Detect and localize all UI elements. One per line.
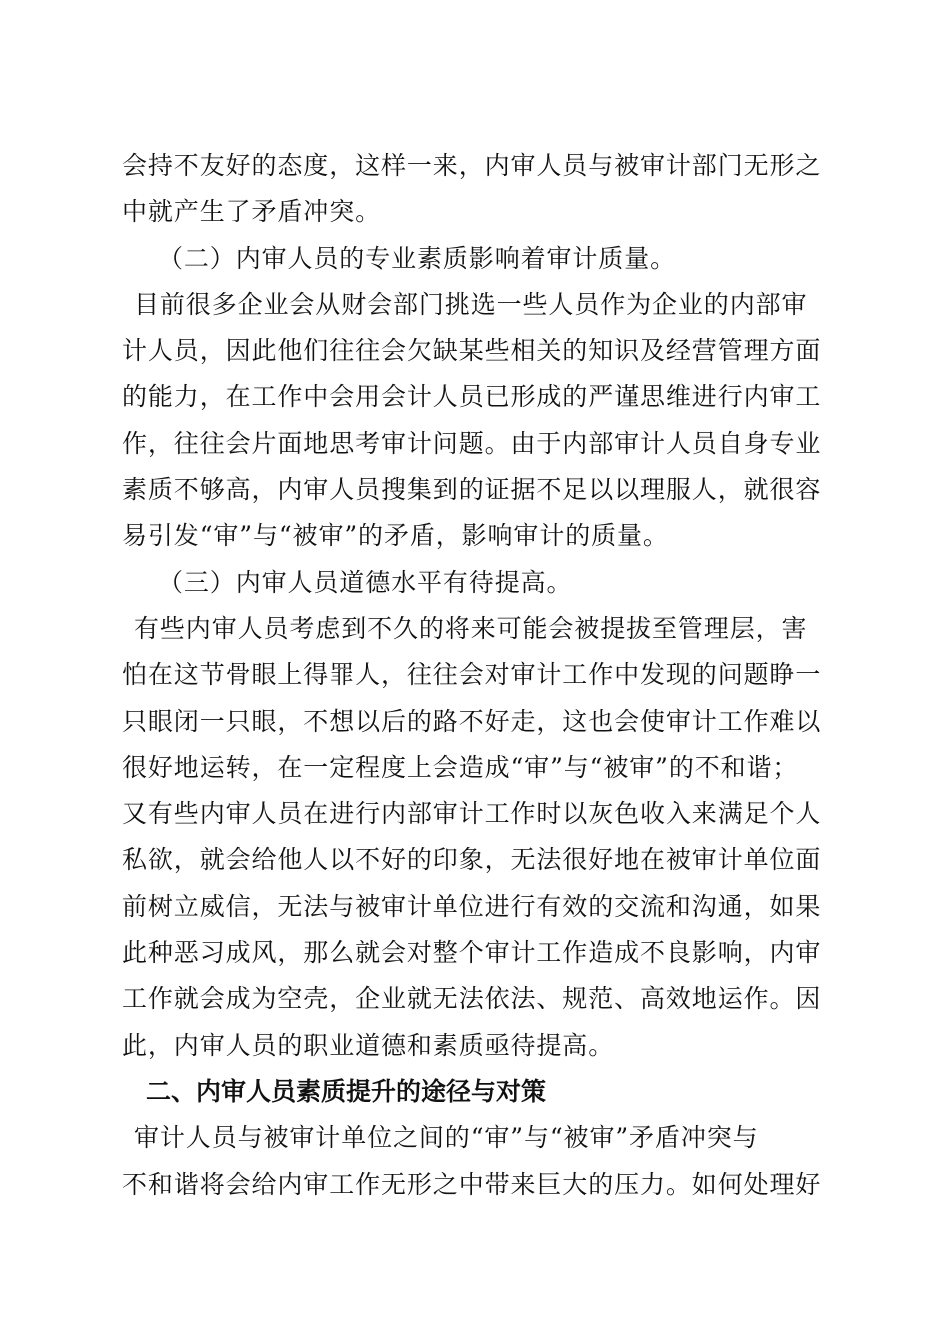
paragraph-line: 计人员，因此他们往往会欠缺某些相关的知识及经营管理方面 <box>122 336 822 366</box>
paragraph-line: 会持不友好的态度，这样一来，内审人员与被审计部门无形之 <box>122 151 822 180</box>
section-heading-2: 二、内审人员素质提升的途径与对策 <box>146 1076 547 1106</box>
paragraph-line: 私欲，就会给他人以不好的印象，无法很好地在被审计单位面 <box>122 845 822 875</box>
section-subheading-3: （三）内审人员道德水平有待提高。 <box>158 567 573 597</box>
paragraph-line: 中就产生了矛盾冲突。 <box>122 197 382 227</box>
paragraph-line: 不和谐将会给内审工作无形之中带来巨大的压力。如何处理好 <box>122 1169 822 1199</box>
paragraph-line: 此种恶习成风，那么就会对整个审计工作造成不良影响，内审 <box>122 938 822 968</box>
paragraph-line: 的能力，在工作中会用会计人员已形成的严谨思维进行内审工 <box>122 382 822 412</box>
paragraph-line: 审计人员与被审计单位之间的“审”与“被审”矛盾冲突与 <box>134 1123 759 1153</box>
document-body <box>122 143 842 1208</box>
paragraph-line: 只眼闭一只眼，不想以后的路不好走，这也会使审计工作难以 <box>122 706 822 736</box>
paragraph-line: 又有些内审人员在进行内部审计工作时以灰色收入来满足个人 <box>122 799 822 829</box>
paragraph-line: 工作就会成为空壳，企业就无法依法、规范、高效地运作。因 <box>122 984 822 1014</box>
paragraph-line: 此，内审人员的职业道德和素质亟待提高。 <box>122 1030 615 1060</box>
paragraph-line: 有些内审人员考虑到不久的将来可能会被提拔至管理层，害 <box>134 613 808 643</box>
paragraph-line: 素质不够高，内审人员搜集到的证据不足以以理服人，就很容 <box>122 475 822 505</box>
paragraph-line: 前树立威信，无法与被审计单位进行有效的交流和沟通，如果 <box>122 891 822 921</box>
paragraph-line: 易引发“审”与“被审”的矛盾，影响审计的质量。 <box>122 521 669 551</box>
section-subheading-2: （二）内审人员的专业素质影响着审计质量。 <box>158 243 677 273</box>
paragraph-line: 目前很多企业会从财会部门挑选一些人员作为企业的内部审 <box>134 289 808 319</box>
paragraph-line: 很好地运转，在一定程度上会造成“审”与“被审”的不和谐； <box>122 752 799 782</box>
paragraph-line: 怕在这节骨眼上得罪人，往往会对审计工作中发现的问题睁一 <box>122 660 822 690</box>
paragraph-line: 作，往往会片面地思考审计问题。由于内部审计人员自身专业 <box>122 428 822 458</box>
